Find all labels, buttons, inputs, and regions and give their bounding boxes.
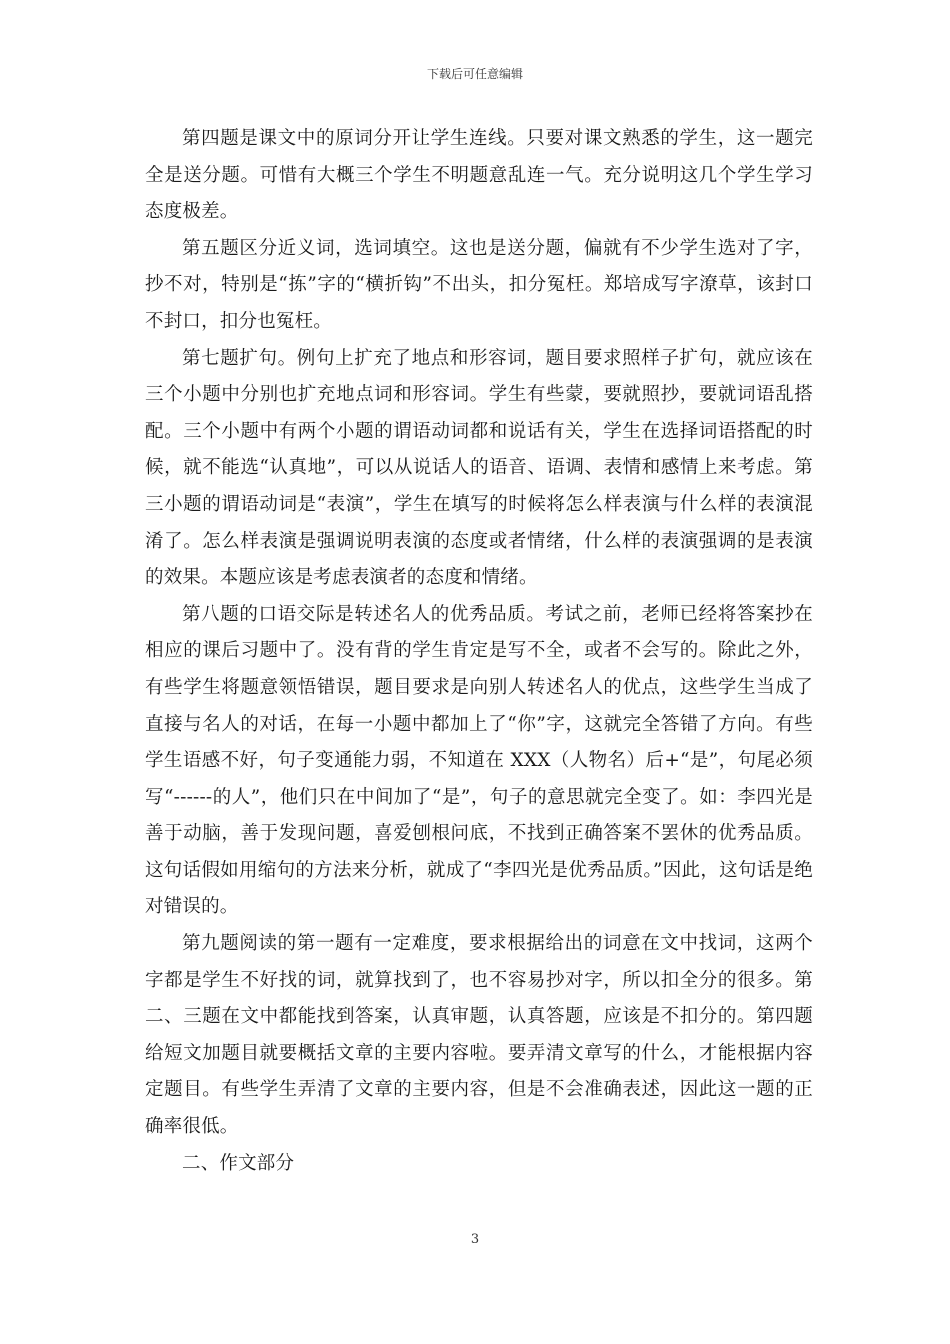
document-body bbox=[145, 121, 813, 1182]
paragraph-question-5: 第五题区分近义词，选词填空。这也是送分题，偏就有不少学生选对了字，抄不对，特别是“拣”字的“横折钩”不出头，扣分冤枉。郑培成写字潦草，该封口不封口，扣分也冤枉。 bbox=[145, 237, 813, 332]
page-header: 下载后可任意编辑 bbox=[426, 67, 523, 81]
page-number: 3 bbox=[470, 1232, 480, 1247]
paragraph-question-8: 第八题的口语交际是转述名人的优秀品质。考试之前，老师已经将答案抄在相应的课后习题中了。没有背的学生肯定是写不全，或者不会写的。除此之外，有些学生将题意领悟错误，题目要求是向别人转述名人的优点，这些学生当成了直接与名人的对话，在每一小题中都加上了“你”字，这就完全答错了方向。有些学生语感不好，句子变通能力弱，不知道在 XXX（人物名）后+“是”，句尾必须写“------的人”，他们只在中间加了“是”，句子的意思就完全变了。如：李四光是善于动脑，善于发现问题，喜爱刨根问底，不找到正确答案不罢休的优秀品质。这句话假如用缩句的方法来分析，就成了“李四光是优秀品质。”因此，这句话是绝对错误的。 bbox=[145, 603, 813, 918]
paragraph-question-7: 第七题扩句。例句上扩充了地点和形容词，题目要求照样子扩句，就应该在三个小题中分别也扩充地点词和形容词。学生有些蒙，要就照抄，要就词语乱搭配。三个小题中有两个小题的谓语动词都和说话有关，学生在选择词语搭配的时候，就不能选“认真地”，可以从说话人的语音、语调、表情和感情上来考虑。第三小题的谓语动词是“表演”，学生在填写的时候将怎么样表演与什么样的表演混淆了。怎么样表演是强调说明表演的态度或者情绪，什么样的表演强调的是表演的效果。本题应该是考虑表演者的态度和情绪。 bbox=[145, 347, 813, 589]
paragraph-question-9: 第九题阅读的第一题有一定难度，要求根据给出的词意在文中找词，这两个字都是学生不好找的词，就算找到了，也不容易抄对字，所以扣全分的很多。第二、三题在文中都能找到答案，认真审题，认真答题，应该是不扣分的。第四题给短文加题目就要概括文章的主要内容啦。要弄清文章写的什么，才能根据内容定题目。有些学生弄清了文章的主要内容，但是不会准确表述，因此这一题的正确率很低。 bbox=[145, 933, 813, 1138]
section-heading-composition: 二、作文部分 bbox=[182, 1152, 295, 1174]
paragraph-question-4: 第四题是课文中的原词分开让学生连线。只要对课文熟悉的学生，这一题完全是送分题。可惜有大概三个学生不明题意乱连一气。充分说明这几个学生学习态度极差。 bbox=[145, 128, 813, 223]
